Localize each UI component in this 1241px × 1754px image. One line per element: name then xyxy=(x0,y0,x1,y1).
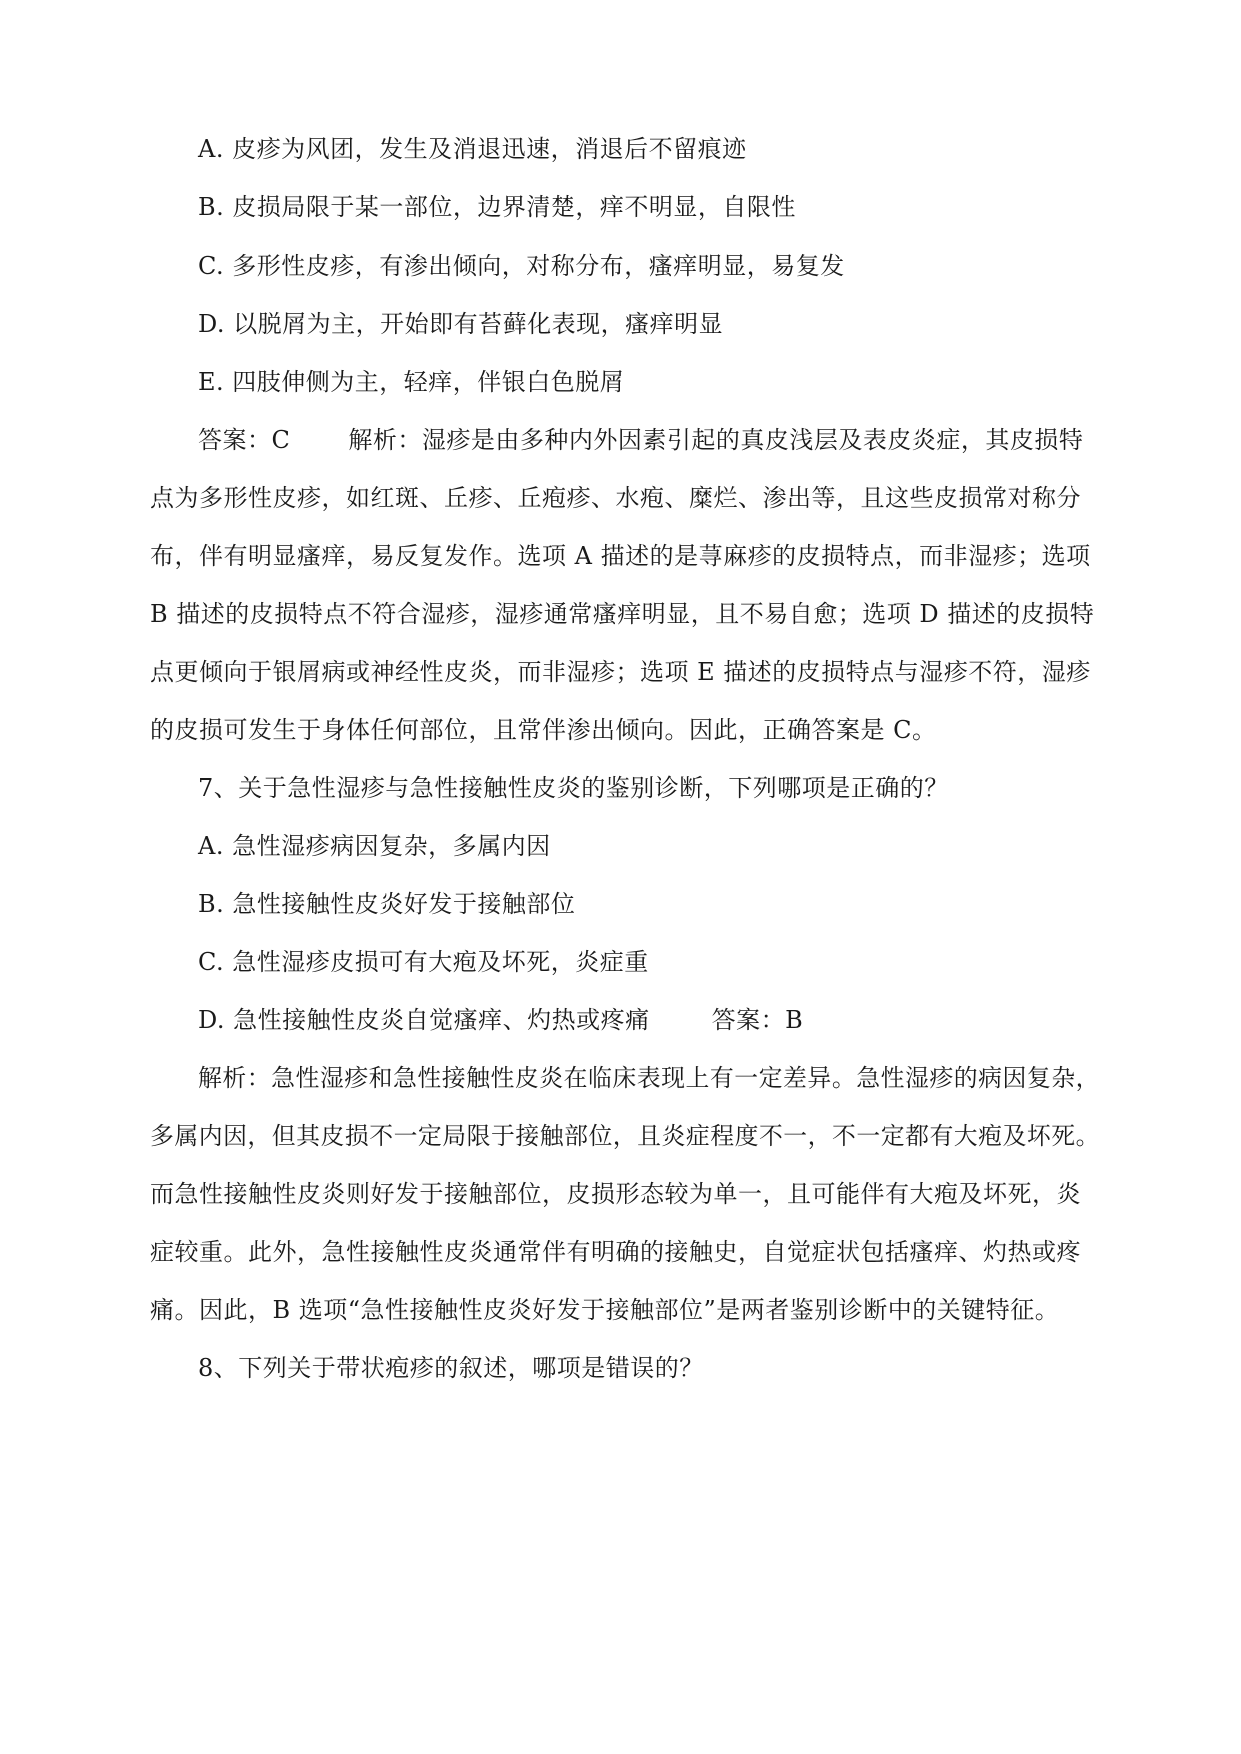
q8-question: 8、下列关于带状疱疹的叙述，哪项是错误的？ xyxy=(198,1354,704,1382)
q6-explanation-line-4: B 描述的皮损特点不符合湿疹，湿疹通常瘙痒明显，且不易自愈；选项 D 描述的皮损特 xyxy=(150,600,1095,628)
q7-option-c: C. 急性湿疹皮损可有大疱及坏死，炎症重 xyxy=(198,948,649,976)
q6-answer: 答案：C xyxy=(198,426,291,454)
q6-explanation-line-6: 的皮损可发生于身体任何部位，且常伴渗出倾向。因此，正确答案是 C。 xyxy=(150,716,937,744)
q7-explanation-line-5: 痛。因此，B 选项“急性接触性皮炎好发于接触部位”是两者鉴别诊断中的关键特征。 xyxy=(150,1296,1060,1324)
q6-answer-line xyxy=(198,424,1083,456)
q7-explanation-line-3: 而急性接触性皮炎则好发于接触部位，皮损形态较为单一，且可能伴有大疱及坏死，炎 xyxy=(150,1180,1081,1208)
q6-explanation-line-3: 布，伴有明显瘙痒，易反复发作。选项 A 描述的是荨麻疹的皮损特点，而非湿疹；选项 xyxy=(150,542,1091,570)
q7-explanation-line-1: 解析：急性湿疹和急性接触性皮炎在临床表现上有一定差异。急性湿疹的病因复杂， xyxy=(198,1064,1100,1092)
q7-answer: 答案：B xyxy=(711,1006,804,1034)
q7-question: 7、关于急性湿疹与急性接触性皮炎的鉴别诊断，下列哪项是正确的？ xyxy=(198,774,949,802)
q7-option-d: D. 急性接触性皮炎自觉瘙痒、灼热或疼痛 xyxy=(198,1006,650,1034)
q6-explanation-line-2: 点为多形性皮疹，如红斑、丘疹、丘疱疹、水疱、糜烂、渗出等，且这些皮损常对称分 xyxy=(150,484,1081,512)
q7-option-a: A. 急性湿疹病因复杂，多属内因 xyxy=(198,832,551,860)
q6-option-c: C. 多形性皮疹，有渗出倾向，对称分布，瘙痒明显，易复发 xyxy=(198,252,845,280)
q7-option-d-line xyxy=(198,1004,803,1036)
q7-option-b: B. 急性接触性皮炎好发于接触部位 xyxy=(198,890,576,918)
q6-explanation-line-1: 解析：湿疹是由多种内外因素引起的真皮浅层及表皮炎症，其皮损特 xyxy=(348,426,1084,454)
q6-option-b: B. 皮损局限于某一部位，边界清楚，痒不明显，自限性 xyxy=(198,193,796,221)
q6-option-d: D. 以脱屑为主，开始即有苔藓化表现，瘙痒明显 xyxy=(198,310,724,338)
q7-explanation-line-2: 多属内因，但其皮损不一定局限于接触部位，且炎症程度不一，不一定都有大疱及坏死。 xyxy=(150,1122,1100,1150)
q6-explanation-line-5: 点更倾向于银屑病或神经性皮炎，而非湿疹；选项 E 描述的皮损特点与湿疹不符，湿疹 xyxy=(150,658,1091,686)
q6-option-a: A. 皮疹为风团，发生及消退迅速，消退后不留痕迹 xyxy=(198,135,747,163)
q7-explanation-line-4: 症较重。此外，急性接触性皮炎通常伴有明确的接触史，自觉症状包括瘙痒、灼热或疼 xyxy=(150,1238,1081,1266)
q6-option-e: E. 四肢伸侧为主，轻痒，伴银白色脱屑 xyxy=(198,368,625,396)
